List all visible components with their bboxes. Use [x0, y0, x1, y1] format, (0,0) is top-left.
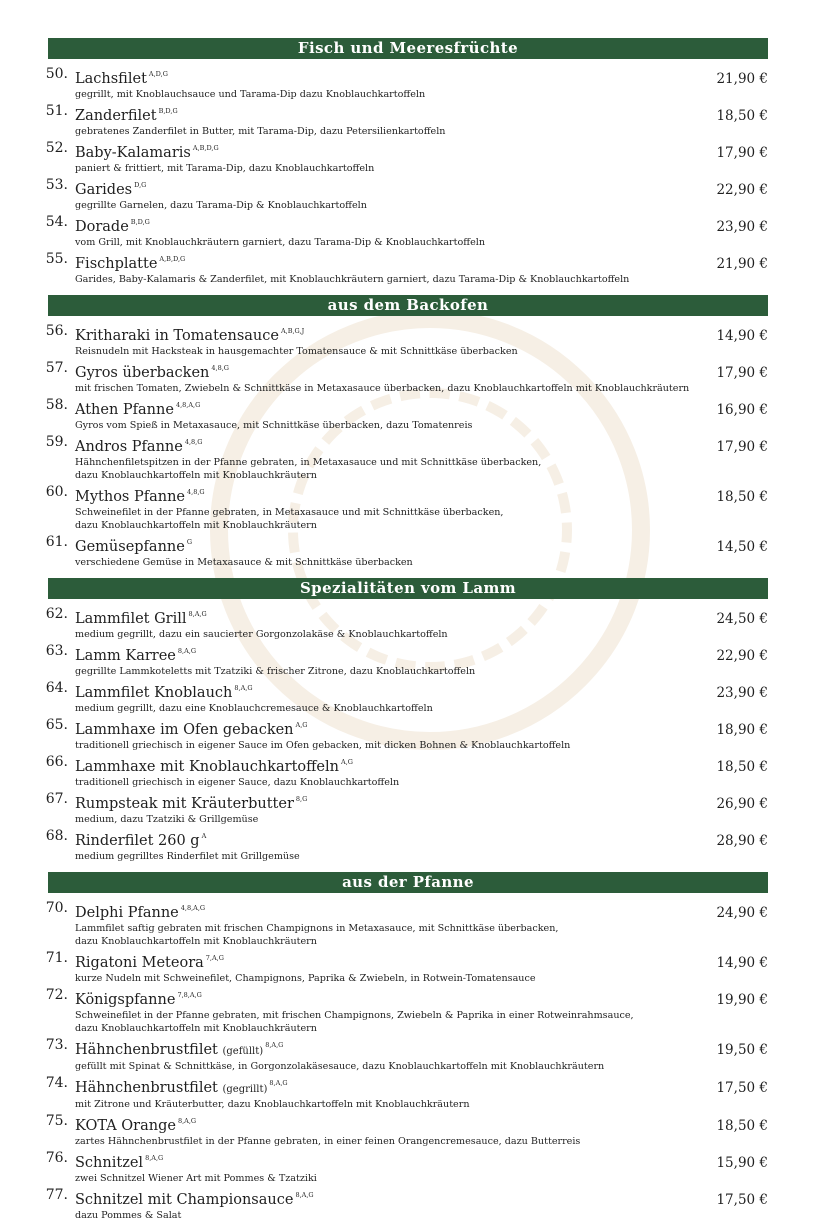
menu-item — [45, 949, 768, 986]
item-description: Hähnchenfiletspitzen in der Pfanne gebraten, in Metaxasauce und mit Schnittkäse überbacken, — [75, 457, 542, 468]
item-description: Garides, Baby-Kalamaris & Zanderfilet, mit Knoblauchkräutern garniert, dazu Tarama-Dip & Knoblauchkartoffeln — [75, 274, 630, 285]
item-name-text: Rumpsteak mit Kräuterbutter — [75, 796, 294, 812]
item-number: 67. — [45, 791, 68, 807]
item-name-text: Lammfilet Grill — [75, 611, 187, 627]
allergen-codes: 8,G — [295, 795, 308, 803]
item-number: 54. — [45, 214, 68, 230]
item-name — [75, 250, 185, 274]
allergen-codes: 8,A,G — [145, 1154, 164, 1162]
item-description: traditionell griechisch in eigener Sauce im Ofen gebacken, mit dicken Bohnen & Knoblauchkartoffeln — [75, 740, 571, 751]
item-number: 62. — [45, 606, 68, 622]
menu-item — [45, 642, 768, 679]
item-name-text: Baby-Kalamaris — [75, 145, 191, 161]
item-description: Reisnudeln mit Hacksteak in hausgemachter Tomatensauce & mit Schnittkäse überbacken — [75, 346, 518, 357]
item-description: paniert & frittiert, mit Tarama-Dip, dazu Knoblauchkartoffeln — [75, 163, 375, 174]
menu-item — [45, 533, 768, 570]
menu-item — [45, 1112, 768, 1149]
item-description: medium gegrilltes Rinderfilet mit Grillgemüse — [75, 851, 300, 862]
item-price: 18,50 € — [716, 489, 768, 505]
item-description: gefüllt mit Spinat & Schnittkäse, in Gorgonzolakäsesauce, dazu Knoblauchkartoffeln mit Knoblauchkräutern — [75, 1061, 605, 1072]
item-number: 59. — [45, 434, 68, 450]
item-description: gegrillte Garnelen, dazu Tarama-Dip & Knoblauchkartoffeln — [75, 200, 367, 211]
allergen-codes: 8,A,G — [295, 1191, 314, 1199]
item-note: (gegrillt) — [222, 1084, 268, 1095]
allergen-codes: A,B,D,G — [159, 255, 186, 263]
item-description: medium, dazu Tzatziki & Grillgemüse — [75, 814, 259, 825]
menu-item — [45, 986, 768, 1036]
item-description: gebratenes Zanderfilet in Butter, mit Tarama-Dip, dazu Petersilienkartoffeln — [75, 126, 446, 137]
item-number: 70. — [45, 900, 68, 916]
allergen-codes: 8,A,G — [269, 1079, 288, 1087]
allergen-codes: B,D,G — [158, 107, 178, 115]
allergen-codes: 8,A,G — [188, 610, 207, 618]
item-name-text: Lachsfilet — [75, 71, 147, 87]
item-number: 52. — [45, 140, 68, 156]
item-price: 24,50 € — [716, 611, 768, 627]
item-number: 75. — [45, 1113, 68, 1129]
item-name — [75, 753, 353, 777]
item-price: 18,50 € — [716, 759, 768, 775]
item-name — [75, 827, 206, 851]
item-price: 19,90 € — [716, 992, 768, 1008]
item-name — [75, 790, 307, 814]
allergen-codes: B,D,G — [130, 218, 150, 226]
menu-item — [45, 359, 768, 396]
section-title: Spezialitäten vom Lamm — [48, 578, 768, 599]
item-price: 26,90 € — [716, 796, 768, 812]
item-number: 65. — [45, 717, 68, 733]
item-name — [75, 1036, 283, 1061]
menu-item — [45, 1036, 768, 1074]
item-description: dazu Pommes & Salat — [75, 1210, 182, 1221]
item-name-text: Athen Pfanne — [75, 402, 174, 418]
item-name — [75, 433, 202, 457]
item-name — [75, 679, 253, 703]
allergen-codes: A,G — [295, 721, 308, 729]
allergen-codes: 8,A,G — [177, 647, 197, 655]
menu-section — [45, 578, 768, 864]
menu-item — [45, 322, 768, 359]
item-price: 19,50 € — [716, 1042, 768, 1058]
item-name — [75, 1149, 163, 1173]
item-name — [75, 642, 196, 666]
item-description: gegrillte Lammkoteletts mit Tzatziki & frischer Zitrone, dazu Knoblauchkartoffeln — [75, 666, 476, 677]
item-name-text: Lammhaxe im Ofen gebacken — [75, 722, 294, 738]
item-price: 22,90 € — [716, 648, 768, 664]
item-name — [75, 483, 205, 507]
item-number: 73. — [45, 1037, 68, 1053]
item-price: 17,90 € — [716, 145, 768, 161]
item-description: mit frischen Tomaten, Zwiebeln & Schnittkäse in Metaxasauce überbacken, dazu Knoblauchkartoffeln mit Knoblauchkräutern — [75, 383, 690, 394]
item-price: 18,50 € — [716, 1118, 768, 1134]
item-price: 22,90 € — [716, 182, 768, 198]
item-number: 58. — [45, 397, 68, 413]
allergen-codes: 4,8,A,G — [180, 904, 206, 912]
item-name — [75, 605, 207, 629]
item-description: gegrillt, mit Knoblauchsauce und Tarama-Dip dazu Knoblauchkartoffeln — [75, 89, 426, 100]
item-price: 23,90 € — [716, 685, 768, 701]
menu-item — [45, 716, 768, 753]
menu-item — [45, 790, 768, 827]
item-name — [75, 359, 229, 383]
item-price: 24,90 € — [716, 905, 768, 921]
item-price: 14,90 € — [716, 328, 768, 344]
item-price: 28,90 € — [716, 833, 768, 849]
item-number: 74. — [45, 1075, 68, 1091]
item-name — [75, 65, 168, 89]
menu-item — [45, 250, 768, 287]
item-description: vom Grill, mit Knoblauchkräutern garniert, dazu Tarama-Dip & Knoblauchkartoffeln — [75, 237, 486, 248]
item-number: 56. — [45, 323, 68, 339]
section-title: Fisch und Meeresfrüchte — [48, 38, 768, 59]
menu-item — [45, 139, 768, 176]
item-number: 63. — [45, 643, 68, 659]
item-description: Lammfilet saftig gebraten mit frischen Champignons in Metaxasauce, mit Schnittkäse überbacken, — [75, 923, 559, 934]
section-title: aus dem Backofen — [48, 295, 768, 316]
menu-item — [45, 1074, 768, 1112]
menu-item — [45, 213, 768, 250]
item-price: 18,90 € — [716, 722, 768, 738]
item-description: traditionell griechisch in eigener Sauce, dazu Knoblauchkartoffeln — [75, 777, 400, 788]
item-description: Schweinefilet in der Pfanne gebraten, in Metaxasauce und mit Schnittkäse überbacken, — [75, 507, 504, 518]
item-price: 21,90 € — [716, 71, 768, 87]
allergen-codes: G — [186, 538, 193, 546]
item-note: (gefüllt) — [222, 1046, 264, 1057]
item-name — [75, 176, 146, 200]
allergen-codes: 4,8,G — [184, 438, 203, 446]
item-name — [75, 533, 192, 557]
item-price: 16,90 € — [716, 402, 768, 418]
item-name — [75, 322, 304, 346]
item-price: 17,50 € — [716, 1192, 768, 1208]
allergen-codes: A,G — [341, 758, 353, 766]
item-description: kurze Nudeln mit Schweinefilet, Champignons, Paprika & Zwiebeln, in Rotwein-Tomatensauce — [75, 973, 536, 984]
item-price: 14,90 € — [716, 955, 768, 971]
item-description: Schweinefilet in der Pfanne gebraten, mit frischen Champignons, Zwiebeln & Paprika in einer Rotweinrahmsauce, — [75, 1010, 634, 1021]
item-name — [75, 1074, 288, 1099]
item-name — [75, 1112, 196, 1136]
allergen-codes: A,B,G,J — [280, 327, 305, 335]
allergen-codes: A,D,G — [148, 70, 168, 78]
item-description: Gyros vom Spieß in Metaxasauce, mit Schnittkäse überbacken, dazu Tomatenreis — [75, 420, 473, 431]
item-name — [75, 1186, 314, 1210]
item-price: 23,90 € — [716, 219, 768, 235]
item-description: dazu Knoblauchkartoffeln mit Knoblauchkräutern — [75, 1023, 317, 1034]
item-description: zwei Schnitzel Wiener Art mit Pommes & Tzatziki — [75, 1173, 317, 1184]
item-number: 72. — [45, 987, 68, 1003]
item-name-text: Fischplatte — [75, 256, 158, 272]
allergen-codes: 8,A,G — [265, 1041, 284, 1049]
item-description: dazu Knoblauchkartoffeln mit Knoblauchkräutern — [75, 470, 317, 481]
item-name — [75, 899, 205, 923]
item-name-text: Lammfilet Knoblauch — [75, 685, 233, 701]
allergen-codes: 4,8,G — [211, 364, 229, 372]
menu-item — [45, 483, 768, 533]
item-number: 53. — [45, 177, 68, 193]
item-description: dazu Knoblauchkartoffeln mit Knoblauchkräutern — [75, 520, 317, 531]
item-price: 15,90 € — [716, 1155, 768, 1171]
item-price: 18,50 € — [716, 108, 768, 124]
item-number: 60. — [45, 484, 68, 500]
item-description: dazu Knoblauchkartoffeln mit Knoblauchkräutern — [75, 936, 317, 947]
item-name-text: Schnitzel — [75, 1155, 144, 1171]
item-name-text: Schnitzel mit Championsauce — [75, 1192, 294, 1208]
item-name — [75, 213, 150, 237]
item-price: 17,50 € — [716, 1080, 768, 1096]
menu-section — [45, 38, 768, 287]
allergen-codes: 8,A,G — [234, 684, 253, 692]
item-name-text: Andros Pfanne — [75, 439, 183, 455]
item-description: verschiedene Gemüse in Metaxasauce & mit Schnittkäse überbacken — [75, 557, 413, 568]
item-description: medium gegrillt, dazu eine Knoblauchcremesauce & Knoblauchkartoffeln — [75, 703, 433, 714]
item-name — [75, 949, 224, 973]
item-name-text: Kritharaki in Tomatensauce — [75, 328, 279, 344]
item-price: 17,90 € — [716, 439, 768, 455]
menu-item — [45, 1149, 768, 1186]
item-description: mit Zitrone und Kräuterbutter, dazu Knoblauchkartoffeln mit Knoblauchkräutern — [75, 1099, 470, 1110]
menu-item — [45, 1186, 768, 1223]
item-name — [75, 139, 219, 163]
item-price: 17,90 € — [716, 365, 768, 381]
allergen-codes: 4,8,G — [187, 488, 205, 496]
section-title: aus der Pfanne — [48, 872, 768, 893]
item-name-text: Lammhaxe mit Knoblauchkartoffeln — [75, 759, 339, 775]
item-number: 64. — [45, 680, 68, 696]
menu-item — [45, 433, 768, 483]
item-name — [75, 716, 307, 740]
item-name-text: Lamm Karree — [75, 648, 176, 664]
allergen-codes: A,B,D,G — [192, 144, 219, 152]
menu-item — [45, 176, 768, 213]
item-name-text: Rinderfilet 260 g — [75, 833, 200, 849]
item-name — [75, 986, 202, 1010]
item-name-text: Königspfanne — [75, 992, 176, 1008]
item-name — [75, 396, 200, 420]
menu-item — [45, 605, 768, 642]
menu-item — [45, 102, 768, 139]
item-number: 51. — [45, 103, 68, 119]
item-name-text: Rigatoni Meteora — [75, 955, 204, 971]
item-number: 76. — [45, 1150, 68, 1166]
menu-item — [45, 899, 768, 949]
item-number: 77. — [45, 1187, 68, 1203]
item-number: 61. — [45, 534, 68, 550]
menu-item — [45, 827, 768, 864]
item-number: 66. — [45, 754, 68, 770]
item-number: 68. — [45, 828, 68, 844]
menu-item — [45, 396, 768, 433]
allergen-codes: 7,8,A,G — [177, 991, 202, 999]
allergen-codes: D,G — [134, 181, 147, 189]
item-description: medium gegrillt, dazu ein saucierter Gorgonzolakäse & Knoblauchkartoffeln — [75, 629, 448, 640]
allergen-codes: 7,A,G — [205, 954, 224, 962]
menu-item — [45, 753, 768, 790]
menu-section — [45, 872, 768, 1223]
allergen-codes: 8,A,G — [177, 1117, 197, 1125]
menu-section — [45, 295, 768, 570]
item-name-text: Garides — [75, 182, 133, 198]
item-name-text: Mythos Pfanne — [75, 489, 186, 505]
allergen-codes: 4,8,A,G — [175, 401, 201, 409]
item-name-text: Gemüsepfanne — [75, 539, 185, 555]
item-name-text: KOTA Orange — [75, 1118, 176, 1134]
item-number: 71. — [45, 950, 68, 966]
item-number: 55. — [45, 251, 68, 267]
item-price: 21,90 € — [716, 256, 768, 272]
menu-page — [45, 38, 768, 1231]
menu-item — [45, 679, 768, 716]
item-name-text: Gyros überbacken — [75, 365, 210, 381]
item-price: 14,50 € — [716, 539, 768, 555]
item-description: zartes Hähnchenbrustfilet in der Pfanne gebraten, in einer feinen Orangencremesauce, dazu Butterreis — [75, 1136, 581, 1147]
item-name-text: Hähnchenbrustfilet — [75, 1080, 218, 1096]
allergen-codes: A — [201, 832, 207, 840]
item-name — [75, 102, 178, 126]
item-name-text: Delphi Pfanne — [75, 905, 179, 921]
item-name-text: Hähnchenbrustfilet — [75, 1042, 218, 1058]
item-number: 57. — [45, 360, 68, 376]
item-name-text: Zanderfilet — [75, 108, 157, 124]
item-name-text: Dorade — [75, 219, 129, 235]
item-number: 50. — [45, 66, 68, 82]
menu-item — [45, 65, 768, 102]
